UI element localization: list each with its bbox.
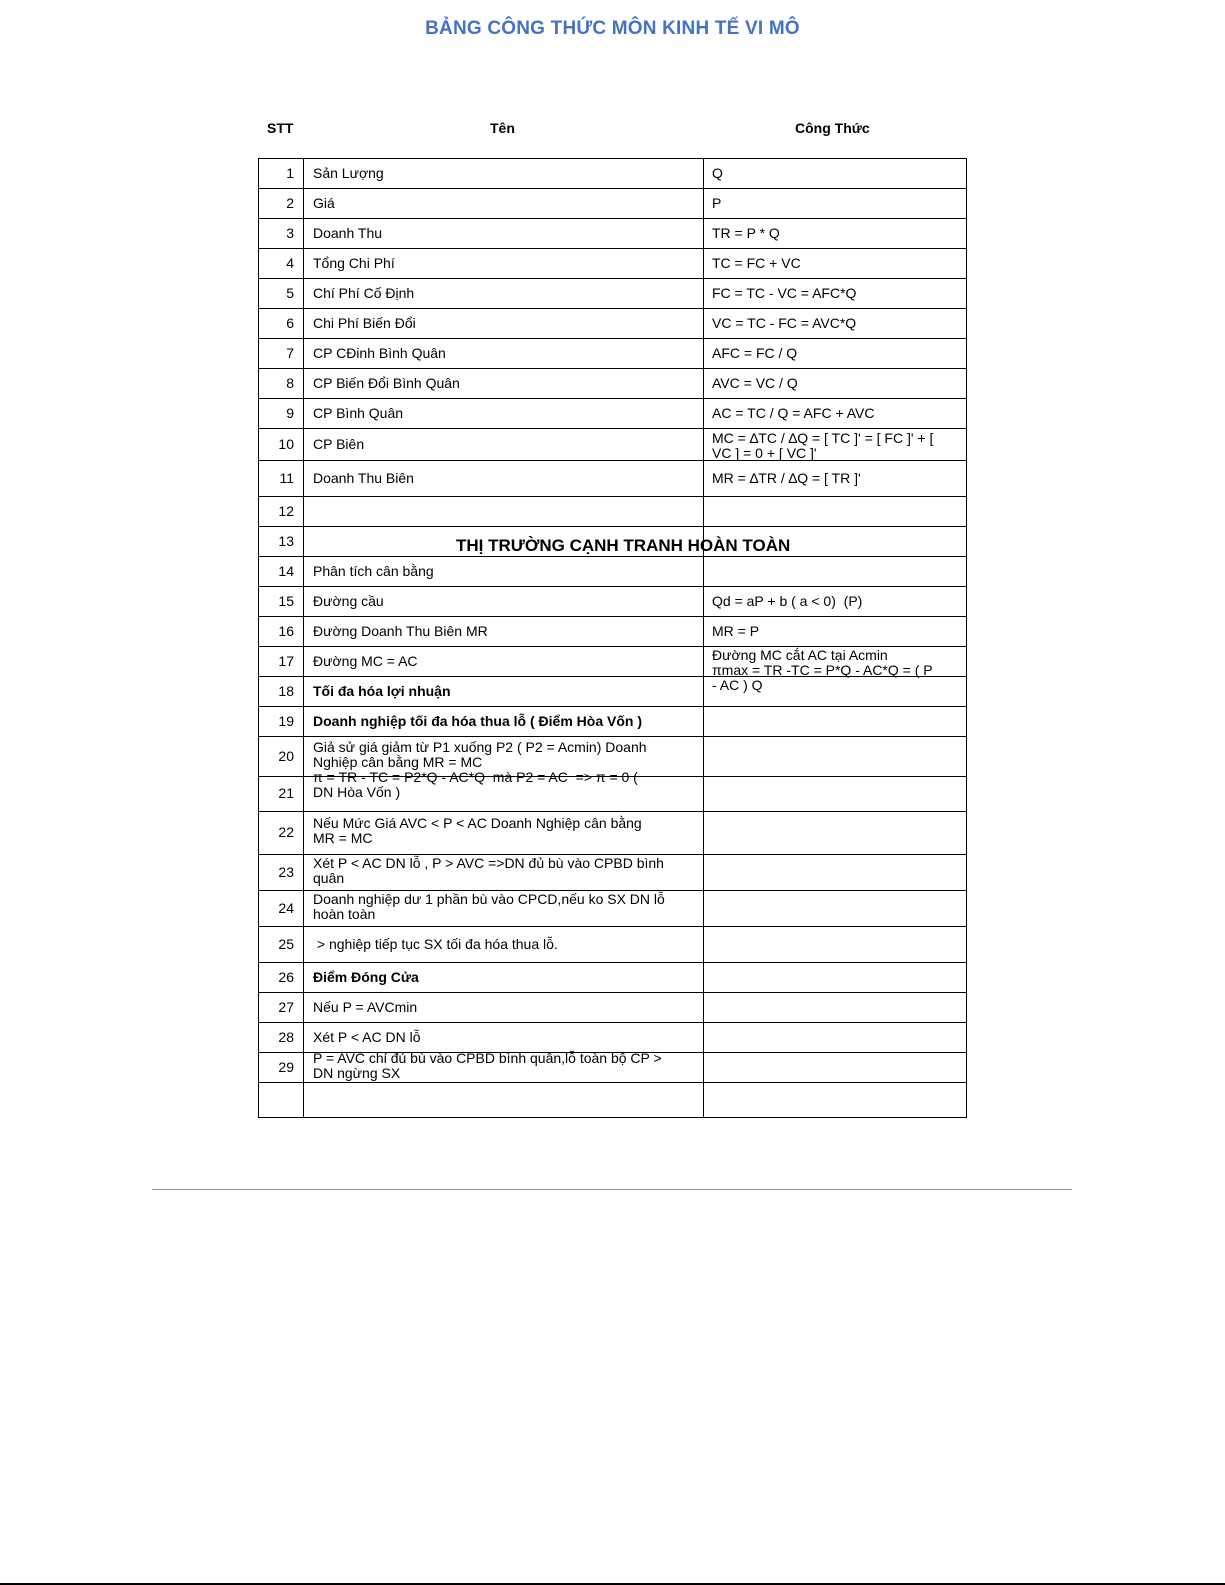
row-number: 9 bbox=[286, 405, 294, 421]
row-name: Tối đa hóa lợi nhuận bbox=[313, 683, 451, 699]
header-formula: Công Thức bbox=[795, 120, 870, 136]
row-number: 10 bbox=[278, 436, 294, 452]
row-number: 13 bbox=[278, 533, 294, 549]
row-number: 2 bbox=[286, 195, 294, 211]
row-number: 26 bbox=[278, 969, 294, 985]
table-row bbox=[258, 278, 967, 308]
row-number: 22 bbox=[278, 824, 294, 840]
row-formula bbox=[712, 993, 967, 1022]
table-row bbox=[258, 676, 967, 706]
row-formula: AVC = VC / Q bbox=[712, 375, 798, 391]
row-formula bbox=[712, 737, 967, 776]
table-row bbox=[258, 526, 967, 556]
table-row bbox=[258, 248, 967, 278]
row-name: Điểm Đóng Cửa bbox=[313, 969, 419, 985]
row-name: Xét P < AC DN lỗ , P > AVC =>DN đủ bù vào CPBD bình quân bbox=[313, 855, 664, 886]
row-formula: TR = P * Q bbox=[712, 225, 780, 241]
row-number: 19 bbox=[278, 713, 294, 729]
table-row bbox=[258, 398, 967, 428]
row-number: 1 bbox=[286, 165, 294, 181]
row-number: 25 bbox=[278, 936, 294, 952]
table-row bbox=[258, 460, 967, 496]
table-row bbox=[258, 1082, 967, 1118]
row-formula bbox=[712, 1083, 967, 1117]
row-name: Giá bbox=[313, 195, 335, 211]
table-row bbox=[258, 188, 967, 218]
row-name: Chi Phí Biến Đổi bbox=[313, 315, 416, 331]
table-row bbox=[258, 616, 967, 646]
row-name: Phân tích cân bằng bbox=[313, 563, 434, 579]
row-number: 27 bbox=[278, 999, 294, 1015]
row-name: Sản Lượng bbox=[313, 165, 384, 181]
table-row bbox=[258, 428, 967, 460]
row-number: 18 bbox=[278, 683, 294, 699]
row-name bbox=[313, 497, 703, 526]
row-name bbox=[313, 1083, 703, 1117]
row-name: Chí Phí Cố Định bbox=[313, 285, 415, 301]
table-row bbox=[258, 811, 967, 854]
row-name: Doanh nghiệp dư 1 phần bù vào CPCD,nếu ko SX DN lỗ hoàn toàn bbox=[313, 891, 665, 922]
table-row bbox=[258, 158, 967, 188]
row-formula: FC = TC - VC = AFC*Q bbox=[712, 285, 857, 301]
table-row bbox=[258, 496, 967, 526]
row-name: P = AVC chỉ đủ bù vào CPBD bình quân,lỗ toàn bộ CP > DN ngừng SX bbox=[313, 1050, 662, 1081]
row-formula: AC = TC / Q = AFC + AVC bbox=[712, 405, 875, 421]
section-title: THỊ TRƯỜNG CẠNH TRANH HOÀN TOÀN bbox=[456, 536, 791, 555]
row-name: Doanh nghiệp tối đa hóa thua lỗ ( Điểm Hòa Vốn ) bbox=[313, 713, 642, 729]
row-number: 28 bbox=[278, 1029, 294, 1045]
formula-table bbox=[258, 158, 967, 1118]
row-number: 23 bbox=[278, 864, 294, 880]
table-row bbox=[258, 556, 967, 586]
row-name: Xét P < AC DN lỗ bbox=[313, 1029, 421, 1045]
row-name: Đường cầu bbox=[313, 593, 384, 609]
row-number: 4 bbox=[286, 255, 294, 271]
table-row bbox=[258, 962, 967, 992]
row-formula bbox=[712, 777, 967, 811]
row-name: CP Biên bbox=[313, 436, 365, 452]
row-number: 12 bbox=[278, 503, 294, 519]
row-number: 7 bbox=[286, 345, 294, 361]
row-name: Doanh Thu Biên bbox=[313, 470, 414, 486]
table-row bbox=[258, 776, 967, 811]
table-row bbox=[258, 890, 967, 926]
page-divider bbox=[152, 1189, 1072, 1190]
table-row bbox=[258, 586, 967, 616]
row-formula bbox=[712, 1053, 967, 1082]
row-formula bbox=[712, 963, 967, 992]
table-row bbox=[258, 338, 967, 368]
row-name: > nghiệp tiếp tục SX tối đa hóa thua lỗ. bbox=[313, 936, 558, 952]
row-number: 11 bbox=[279, 470, 294, 486]
row-number: 6 bbox=[286, 315, 294, 331]
row-number: 20 bbox=[278, 748, 294, 764]
row-name bbox=[313, 777, 703, 811]
row-formula bbox=[712, 855, 967, 890]
row-formula: MR = P bbox=[712, 623, 760, 639]
table-row bbox=[258, 706, 967, 736]
row-formula: Qd = aP + b ( a < 0) (P) bbox=[712, 593, 863, 609]
row-name: Đường MC = AC bbox=[313, 653, 418, 669]
row-name: CP CĐinh Bình Quân bbox=[313, 345, 446, 361]
row-formula: Đường MC cắt AC tại Acmin πmax = TR -TC = P*Q - AC*Q = ( P - AC ) Q bbox=[712, 647, 933, 693]
row-name: Doanh Thu bbox=[313, 225, 383, 241]
row-formula: TC = FC + VC bbox=[712, 255, 801, 271]
row-name: Nếu Mức Giá AVC < P < AC Doanh Nghiệp cân bằng MR = MC bbox=[313, 815, 642, 846]
table-row bbox=[258, 368, 967, 398]
row-formula: Q bbox=[712, 165, 723, 181]
row-number: 17 bbox=[278, 653, 294, 669]
row-number: 14 bbox=[278, 563, 294, 579]
row-formula: MR = ∆TR / ∆Q = [ TR ]' bbox=[712, 470, 861, 486]
row-name: CP Biến Đổi Bình Quân bbox=[313, 375, 460, 391]
row-name: Nếu P = AVCmin bbox=[313, 999, 418, 1015]
page-title: BẢNG CÔNG THỨC MÔN KINH TẾ VI MÔ bbox=[425, 18, 800, 39]
header-stt: STT bbox=[267, 120, 294, 136]
table-row bbox=[258, 1022, 967, 1052]
header-name: Tên bbox=[490, 120, 515, 136]
row-formula: P bbox=[712, 195, 722, 211]
row-formula bbox=[712, 812, 967, 854]
table-row bbox=[258, 218, 967, 248]
row-name: Đường Doanh Thu Biên MR bbox=[313, 623, 488, 639]
row-formula: AFC = FC / Q bbox=[712, 345, 798, 361]
row-number: 21 bbox=[278, 785, 294, 801]
row-number bbox=[259, 1083, 294, 1117]
row-name: Giả sử giá giảm từ P1 xuống P2 ( P2 = Acmin) Doanh Nghiệp cân bằng MR = MC π = TR - TC = P2*Q - AC*Q mà P2 = AC => π = 0 ( DN Hòa Vốn ) bbox=[313, 739, 647, 800]
row-formula bbox=[712, 497, 967, 526]
row-name: CP Bình Quân bbox=[313, 405, 404, 421]
row-formula bbox=[712, 557, 967, 586]
row-formula bbox=[712, 677, 967, 706]
row-formula bbox=[712, 927, 967, 962]
row-number: 16 bbox=[278, 623, 294, 639]
row-formula: MC = ∆TC / ∆Q = [ TC ]' = [ FC ]' + [ VC ] = 0 + [ VC ]' bbox=[712, 430, 934, 461]
row-formula bbox=[712, 891, 967, 926]
row-formula bbox=[712, 707, 967, 736]
table-row bbox=[258, 1052, 967, 1082]
row-name: Tổng Chi Phí bbox=[313, 255, 395, 271]
table-row bbox=[258, 854, 967, 890]
row-number: 24 bbox=[278, 900, 294, 916]
row-formula: VC = TC - FC = AVC*Q bbox=[712, 315, 857, 331]
table-row bbox=[258, 992, 967, 1022]
table-row bbox=[258, 308, 967, 338]
row-number: 15 bbox=[278, 593, 294, 609]
row-number: 3 bbox=[286, 225, 294, 241]
row-formula bbox=[712, 1023, 967, 1052]
table-row bbox=[258, 926, 967, 962]
row-number: 29 bbox=[278, 1059, 294, 1075]
row-number: 8 bbox=[286, 375, 294, 391]
row-number: 5 bbox=[286, 285, 294, 301]
